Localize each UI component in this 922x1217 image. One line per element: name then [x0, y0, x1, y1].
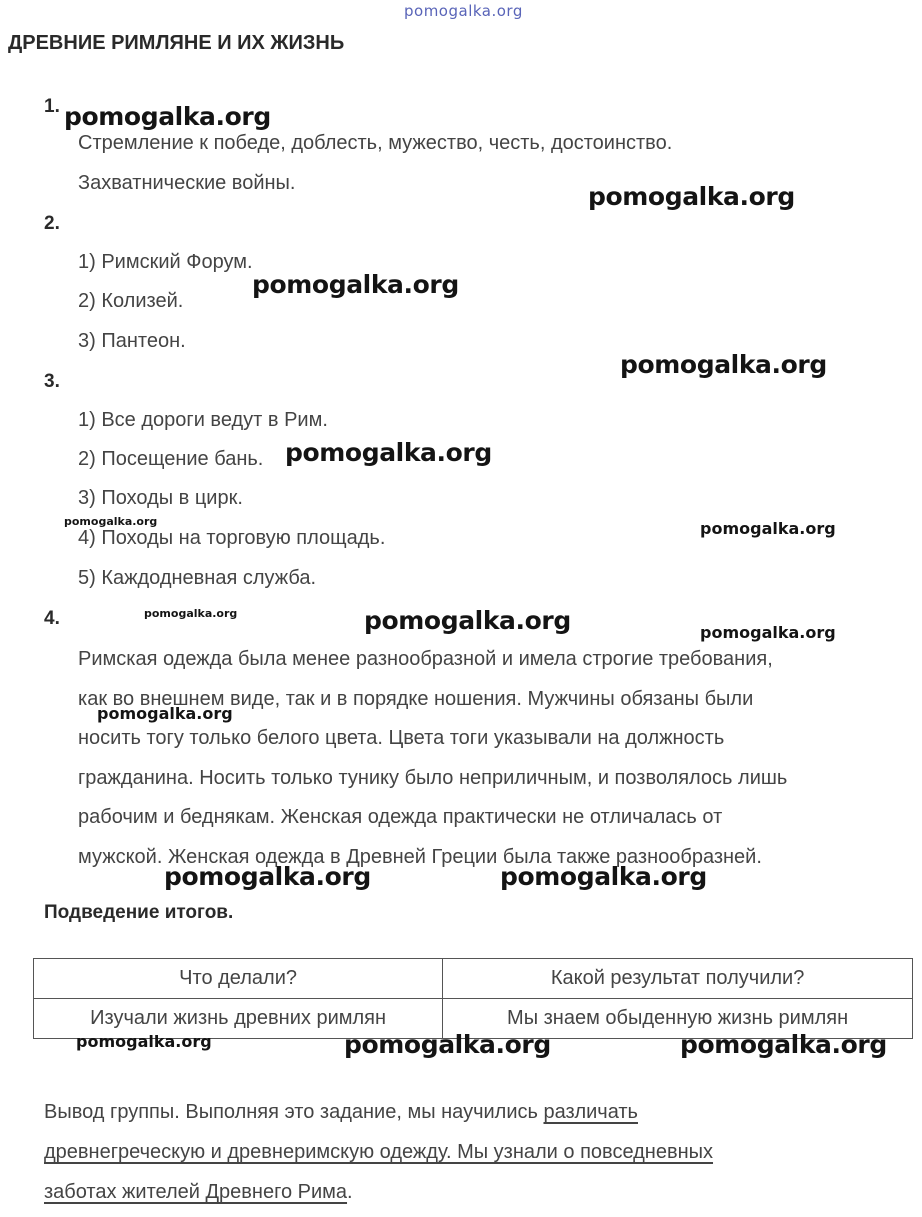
table-header-cell: Какой результат получили?	[443, 959, 913, 999]
task-3-line-1: 1) Все дороги ведут в Рим.	[78, 409, 328, 431]
task-3-line-5: 5) Каждодневная служба.	[78, 567, 317, 589]
watermark: pomogalka.org	[344, 1030, 551, 1059]
watermark: pomogalka.org	[144, 607, 238, 620]
task-4-line-6: мужской. Женская одежда в Древней Греции была также разнообразней.	[78, 845, 762, 868]
table-header-row	[34, 959, 913, 999]
task-1-number: 1.	[44, 96, 60, 117]
conclusion-underlined-2: древнегреческую и древнеримскую одежду. Мы узнали о повседневных	[44, 1141, 714, 1163]
watermark: pomogalka.org	[700, 519, 836, 538]
watermark: pomogalka.org	[500, 862, 707, 891]
watermark: pomogalka.org	[64, 102, 271, 131]
task-2-line-1: 1) Римский Форум.	[78, 251, 253, 273]
watermark: pomogalka.org	[164, 862, 371, 891]
group-conclusion	[44, 1092, 904, 1212]
watermark: pomogalka.org	[620, 350, 827, 379]
task-3-number: 3.	[44, 371, 60, 392]
task-4-line-2: как во внешнем виде, так и в порядке ношения. Мужчины обязаны были	[78, 687, 754, 710]
task-1-line-1: Стремление к победе, доблесть, мужество, честь, достоинство.	[78, 132, 673, 154]
task-4-line-5: рабочим и беднякам. Женская одежда практически не отличалась от	[78, 806, 723, 828]
watermark: pomogalka.org	[97, 704, 233, 723]
conclusion-lead: Вывод группы. Выполняя это задание, мы научились	[44, 1101, 544, 1123]
task-2-number: 2.	[44, 213, 60, 234]
task-4-line-3: носить тогу только белого цвета. Цвета тоги указывали на должность	[78, 727, 725, 749]
task-4-number: 4.	[44, 608, 60, 629]
task-2-line-2: 2) Колизей.	[78, 290, 184, 312]
watermark: pomogalka.org	[64, 515, 158, 528]
table-cell: Мы знаем обыденную жизнь римлян	[443, 999, 913, 1039]
page-title: ДРЕВНИЕ РИМЛЯНЕ И ИХ ЖИЗНЬ	[8, 32, 345, 54]
watermark: pomogalka.org	[252, 270, 459, 299]
task-3-line-4: 4) Походы на торговую площадь.	[78, 527, 386, 549]
task-4-line-4: гражданина. Носить только тунику было неприличным, и позволялось лишь	[78, 766, 788, 789]
task-4-paragraph	[78, 640, 908, 877]
task-2-line-3: 3) Пантеон.	[78, 330, 186, 352]
table-cell: Изучали жизнь древних римлян	[34, 999, 443, 1039]
task-4-line-1: Римская одежда была менее разнообразной и имела строгие требования,	[78, 648, 773, 670]
watermark: pomogalka.org	[588, 182, 795, 211]
summary-heading: Подведение итогов.	[44, 902, 234, 923]
task-3-line-3: 3) Походы в цирк.	[78, 487, 243, 509]
header-watermark: pomogalka.org	[404, 2, 523, 20]
watermark: pomogalka.org	[700, 623, 836, 642]
conclusion-line-3	[44, 1172, 904, 1212]
conclusion-line-1	[44, 1092, 904, 1132]
watermark: pomogalka.org	[285, 438, 492, 467]
task-3-line-2: 2) Посещение бань.	[78, 448, 264, 470]
task-1-line-2: Захватнические войны.	[78, 172, 296, 194]
conclusion-underlined-3: заботах жителей Древнего Рима	[44, 1181, 348, 1203]
conclusion-underlined-1: различать	[543, 1101, 638, 1123]
table-header-cell: Что делали?	[34, 959, 443, 999]
watermark: pomogalka.org	[364, 606, 571, 635]
watermark: pomogalka.org	[76, 1032, 212, 1051]
summary-table	[33, 958, 913, 1039]
conclusion-end: .	[347, 1181, 353, 1203]
watermark: pomogalka.org	[680, 1030, 887, 1059]
